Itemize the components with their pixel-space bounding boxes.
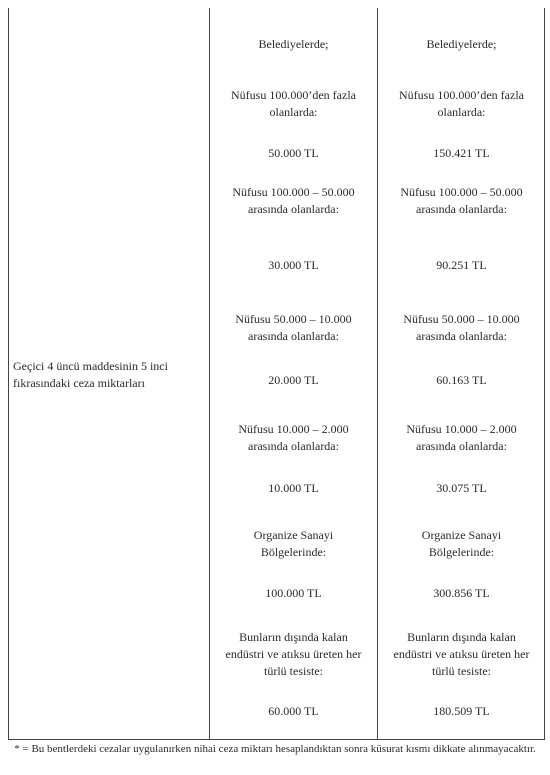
category-label: Nüfusu 10.000 – 2.000 arasında olanlarda: [406, 422, 517, 453]
penalty-amount: 30.000 TL [268, 258, 319, 272]
penalty-amount: 30.075 TL [436, 481, 487, 495]
category-label: Bunların dışında kalan endüstri ve atıksu üreten her türlü tesiste: [225, 630, 362, 678]
penalty-table [8, 8, 545, 740]
category-label: Nüfusu 100.000’den fazla olanlarda: [231, 88, 356, 119]
column-heading: Belediyelerde; [258, 37, 329, 51]
category-label: Nüfusu 50.000 – 10.000 arasında olanlarda: [403, 312, 520, 343]
penalty-amount: 20.000 TL [268, 373, 319, 387]
penalty-amount: 100.000 TL [265, 586, 322, 600]
category-label: Nüfusu 50.000 – 10.000 arasında olanlarda: [235, 312, 352, 343]
category-label: Nüfusu 100.000 – 50.000 arasında olanlarda: [232, 185, 355, 216]
penalty-amount: 60.000 TL [268, 704, 319, 718]
category-label: Organize Sanayi Bölgelerinde: [253, 528, 334, 559]
penalty-amount: 90.251 TL [436, 258, 487, 272]
penalty-amount: 180.509 TL [433, 704, 490, 718]
footnote: * = Bu bentlerdeki cezalar uygulanırken nihai ceza miktarı hesaplandıktan sonra küsurat kısmı dikkate alınmayacaktır. [14, 743, 536, 755]
column-heading: Belediyelerde; [426, 37, 497, 51]
row-label: Geçici 4 üncü maddesinin 5 inci fıkrasındaki ceza miktarları [13, 359, 168, 390]
penalty-amount: 10.000 TL [268, 481, 319, 495]
penalty-amount: 150.421 TL [433, 146, 490, 160]
category-label: Bunların dışında kalan endüstri ve atıksu üreten her türlü tesiste: [393, 630, 530, 678]
category-label: Organize Sanayi Bölgelerinde: [421, 528, 502, 559]
penalty-amount: 60.163 TL [436, 373, 487, 387]
category-label: Nüfusu 100.000’den fazla olanlarda: [399, 88, 524, 119]
category-label: Nüfusu 10.000 – 2.000 arasında olanlarda: [238, 422, 349, 453]
penalty-amount: 50.000 TL [268, 146, 319, 160]
category-label: Nüfusu 100.000 – 50.000 arasında olanlarda: [400, 185, 523, 216]
penalty-amount: 300.856 TL [433, 586, 490, 600]
